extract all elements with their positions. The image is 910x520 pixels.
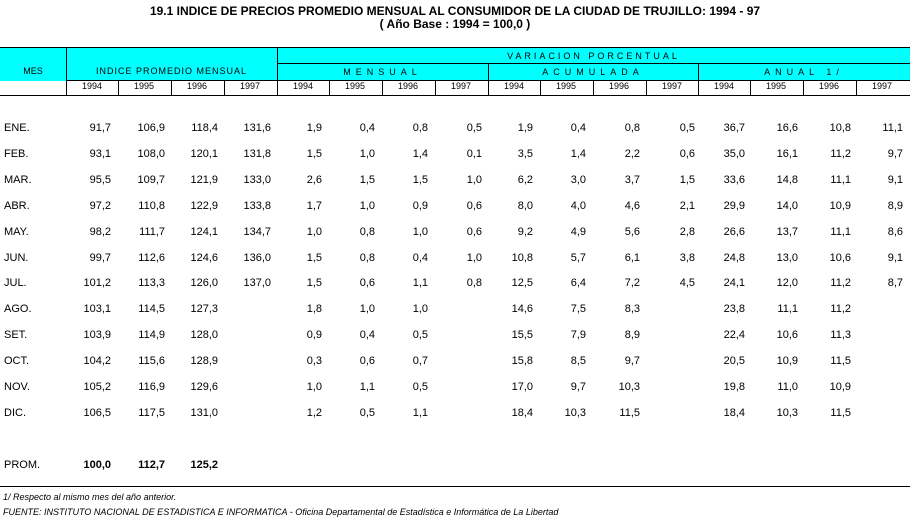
table-cell: 116,9 xyxy=(138,381,165,393)
table-cell: 26,6 xyxy=(723,226,745,238)
table-cell: 5,7 xyxy=(570,252,586,264)
year-header: 1994 xyxy=(713,81,735,91)
table-cell: 126,0 xyxy=(190,277,218,289)
table-cell: 14,8 xyxy=(776,174,798,186)
year-header: 1995 xyxy=(344,81,366,91)
month-label: AGO. xyxy=(4,303,32,315)
table-cell: 0,5 xyxy=(679,122,695,134)
table-cell: 118,4 xyxy=(191,122,218,134)
table-cell: 10,9 xyxy=(829,200,851,212)
table-cell: 12,5 xyxy=(511,277,533,289)
month-label: SET. xyxy=(4,329,28,341)
table-cell: 1,0 xyxy=(412,303,428,315)
year-header: 1994 xyxy=(292,81,314,91)
table-cell: 11,1 xyxy=(882,122,903,134)
table-cell: 106,9 xyxy=(137,122,165,134)
table-cell: 1,5 xyxy=(306,252,322,264)
table-cell: 8,6 xyxy=(887,226,903,238)
table-cell: 14,6 xyxy=(511,303,533,315)
year-header: 1994 xyxy=(503,81,525,91)
table-cell: 0,1 xyxy=(466,148,482,160)
table-cell: 29,9 xyxy=(723,200,745,212)
year-header: 1997 xyxy=(871,81,893,91)
table-cell: 11,3 xyxy=(830,329,851,341)
table-cell: 1,1 xyxy=(412,407,428,419)
table-cell: 22,4 xyxy=(723,329,745,341)
table-cell: 8,3 xyxy=(624,303,640,315)
table-cell: 35,0 xyxy=(723,148,745,160)
year-header: 1997 xyxy=(661,81,683,91)
table-cell: 9,2 xyxy=(517,226,533,238)
table-cell: 24,1 xyxy=(723,277,745,289)
table-cell: 11,2 xyxy=(830,277,851,289)
table-cell: 128,0 xyxy=(190,329,218,341)
table-cell: 10,3 xyxy=(776,407,798,419)
table-cell: 1,0 xyxy=(466,174,482,186)
table-cell: 131,6 xyxy=(243,122,271,134)
table-cell: 0,4 xyxy=(412,252,428,264)
table-cell: 13,0 xyxy=(776,252,798,264)
table-cell: 122,9 xyxy=(190,200,218,212)
table-cell: 114,9 xyxy=(138,329,165,341)
table-cell: 111,7 xyxy=(139,226,165,238)
table-cell: 10,9 xyxy=(829,381,851,393)
table-bottom-border xyxy=(0,486,910,487)
year-header: 1996 xyxy=(186,81,208,91)
table-cell: 11,2 xyxy=(830,303,851,315)
table-cell: 0,4 xyxy=(359,329,375,341)
table-cell: 17,0 xyxy=(511,381,533,393)
table-cell: 7,2 xyxy=(624,277,640,289)
table-cell: 0,6 xyxy=(466,200,482,212)
table-cell: 1,4 xyxy=(570,148,586,160)
table-cell: 10,6 xyxy=(829,252,851,264)
table-cell: 0,5 xyxy=(359,407,375,419)
table-cell: 6,4 xyxy=(570,277,586,289)
table-cell: 1,0 xyxy=(306,226,322,238)
table-cell: 11,1 xyxy=(777,303,798,315)
table-cell: 0,8 xyxy=(624,122,640,134)
table-cell: 15,5 xyxy=(511,329,533,341)
table-cell: 12,0 xyxy=(776,277,798,289)
month-label: ABR. xyxy=(4,200,30,212)
table-cell: 4,5 xyxy=(679,277,695,289)
table-cell: 0,3 xyxy=(306,355,322,367)
table-cell: 106,5 xyxy=(83,407,111,419)
table-cell: 103,9 xyxy=(83,329,111,341)
table-cell: 114,5 xyxy=(138,303,165,315)
table-cell: 11,5 xyxy=(830,355,851,367)
month-label: MAY. xyxy=(4,226,29,238)
header-acumulada: ACUMULADA xyxy=(542,67,644,77)
table-cell: 1,5 xyxy=(412,174,428,186)
table-cell: 18,4 xyxy=(511,407,533,419)
table-cell: 97,2 xyxy=(89,200,111,212)
table-cell: 0,5 xyxy=(412,329,428,341)
table-cell: 1,5 xyxy=(359,174,375,186)
table-cell: 1,2 xyxy=(306,407,322,419)
table-cell: 110,8 xyxy=(138,200,165,212)
table-cell: 101,2 xyxy=(83,277,111,289)
table-cell: 11,5 xyxy=(830,407,851,419)
table-cell: 9,7 xyxy=(624,355,640,367)
table-cell: 10,3 xyxy=(618,381,640,393)
table-cell: 93,1 xyxy=(89,148,111,160)
table-cell: 0,8 xyxy=(466,277,482,289)
table-cell: 3,0 xyxy=(570,174,586,186)
table-cell: 13,7 xyxy=(776,226,798,238)
table-title: 19.1 INDICE DE PRECIOS PROMEDIO MENSUAL AL CONSUMIDOR DE LA CIUDAD DE TRUJILLO: 1994 - 97 xyxy=(149,4,761,18)
table-cell: 131,0 xyxy=(190,407,218,419)
header-variacion-divider xyxy=(277,63,910,64)
table-cell: 1,8 xyxy=(306,303,322,315)
month-label: ENE. xyxy=(4,122,30,134)
table-cell: 0,5 xyxy=(466,122,482,134)
year-header: 1994 xyxy=(81,81,103,91)
table-cell: 1,0 xyxy=(359,200,375,212)
table-cell: 1,7 xyxy=(306,200,322,212)
table-cell: 115,6 xyxy=(138,355,165,367)
table-cell: 7,5 xyxy=(570,303,586,315)
table-cell: 91,7 xyxy=(89,122,111,134)
table-cell: 104,2 xyxy=(83,355,111,367)
table-cell: 108,0 xyxy=(137,148,165,160)
table-cell: 8,7 xyxy=(887,277,903,289)
month-label: OCT. xyxy=(4,355,30,367)
header-anual: ANUAL 1/ xyxy=(764,67,844,77)
table-cell: 0,4 xyxy=(570,122,586,134)
table-cell: 11,5 xyxy=(619,407,640,419)
prom-cell: 112,7 xyxy=(138,459,165,471)
header-variacion: VARIACION PORCENTUAL xyxy=(507,51,680,61)
table-cell: 1,5 xyxy=(679,174,695,186)
header-mes: MES xyxy=(23,66,43,76)
year-header: 1997 xyxy=(239,81,261,91)
table-cell: 95,5 xyxy=(89,174,111,186)
table-cell: 98,2 xyxy=(89,226,111,238)
table-cell: 0,8 xyxy=(359,252,375,264)
header-bottom-border xyxy=(0,95,910,96)
table-cell: 129,6 xyxy=(190,381,218,393)
table-cell: 124,6 xyxy=(190,252,218,264)
table-cell: 9,1 xyxy=(887,252,903,264)
table-cell: 20,5 xyxy=(723,355,745,367)
table-cell: 8,9 xyxy=(624,329,640,341)
table-cell: 0,6 xyxy=(466,226,482,238)
table-cell: 105,2 xyxy=(83,381,111,393)
table-cell: 1,1 xyxy=(412,277,428,289)
table-cell: 9,7 xyxy=(570,381,586,393)
table-cell: 128,9 xyxy=(190,355,218,367)
table-cell: 9,7 xyxy=(887,148,903,160)
table-cell: 3,5 xyxy=(517,148,533,160)
table-cell: 6,1 xyxy=(624,252,640,264)
table-cell: 0,6 xyxy=(679,148,695,160)
table-cell: 1,4 xyxy=(412,148,428,160)
table-cell: 113,3 xyxy=(138,277,165,289)
source-note: FUENTE: INSTITUTO NACIONAL DE ESTADISTICA E INFORMATICA - Oficina Departamental de Estadística e Informática de La Libertad xyxy=(3,507,559,517)
table-cell: 10,3 xyxy=(564,407,586,419)
table-cell: 23,8 xyxy=(723,303,745,315)
table-cell: 3,8 xyxy=(679,252,695,264)
table-cell: 4,6 xyxy=(624,200,640,212)
year-header: 1995 xyxy=(765,81,787,91)
table-cell: 0,8 xyxy=(359,226,375,238)
table-cell: 1,0 xyxy=(306,381,322,393)
prom-cell: 125,2 xyxy=(190,459,218,471)
month-label: JUN. xyxy=(4,252,29,264)
header-mensual: MENSUAL xyxy=(343,67,422,77)
table-cell: 133,8 xyxy=(243,200,271,212)
table-cell: 0,8 xyxy=(412,122,428,134)
month-label: JUL. xyxy=(4,277,27,289)
table-cell: 9,1 xyxy=(887,174,903,186)
footnote: 1/ Respecto al mismo mes del año anterior. xyxy=(3,492,177,502)
table-cell: 18,4 xyxy=(723,407,745,419)
table-cell: 1,9 xyxy=(306,122,322,134)
table-cell: 0,6 xyxy=(359,355,375,367)
table-cell: 1,0 xyxy=(359,303,375,315)
table-cell: 103,1 xyxy=(83,303,111,315)
prom-label: PROM. xyxy=(4,459,41,471)
table-cell: 112,6 xyxy=(138,252,165,264)
table-cell: 133,0 xyxy=(243,174,271,186)
table-cell: 2,1 xyxy=(679,200,695,212)
table-cell: 0,9 xyxy=(306,329,322,341)
table-cell: 16,1 xyxy=(776,148,798,160)
table-cell: 137,0 xyxy=(243,277,271,289)
table-cell: 109,7 xyxy=(137,174,165,186)
table-cell: 1,5 xyxy=(306,148,322,160)
header-indice: INDICE PROMEDIO MENSUAL xyxy=(95,66,248,76)
table-cell: 120,1 xyxy=(190,148,218,160)
table-cell: 10,8 xyxy=(829,122,851,134)
table-cell: 0,9 xyxy=(412,200,428,212)
table-cell: 1,0 xyxy=(412,226,428,238)
table-cell: 11,0 xyxy=(777,381,798,393)
table-cell: 1,0 xyxy=(466,252,482,264)
table-cell: 8,0 xyxy=(517,200,533,212)
table-cell: 0,5 xyxy=(412,381,428,393)
table-cell: 121,9 xyxy=(190,174,218,186)
month-label: NOV. xyxy=(4,381,30,393)
table-cell: 8,9 xyxy=(887,200,903,212)
table-cell: 99,7 xyxy=(89,252,111,264)
table-cell: 5,6 xyxy=(624,226,640,238)
table-cell: 136,0 xyxy=(243,252,271,264)
month-label: DIC. xyxy=(4,407,26,419)
table-cell: 33,6 xyxy=(723,174,745,186)
table-cell: 8,5 xyxy=(570,355,586,367)
month-label: FEB. xyxy=(4,148,29,160)
table-cell: 1,5 xyxy=(306,277,322,289)
table-cell: 6,2 xyxy=(517,174,533,186)
table-cell: 134,7 xyxy=(243,226,271,238)
table-cell: 11,2 xyxy=(830,148,851,160)
table-cell: 15,8 xyxy=(511,355,533,367)
year-header: 1996 xyxy=(608,81,630,91)
table-cell: 1,0 xyxy=(359,148,375,160)
year-header: 1997 xyxy=(450,81,472,91)
table-cell: 24,8 xyxy=(723,252,745,264)
month-label: MAR. xyxy=(4,174,32,186)
table-cell: 14,0 xyxy=(776,200,798,212)
table-cell: 36,7 xyxy=(723,122,745,134)
year-header: 1996 xyxy=(818,81,840,91)
table-cell: 7,9 xyxy=(570,329,586,341)
prom-cell: 100,0 xyxy=(83,459,111,471)
table-cell: 0,6 xyxy=(359,277,375,289)
table-cell: 10,9 xyxy=(776,355,798,367)
table-cell: 2,8 xyxy=(679,226,695,238)
year-header: 1995 xyxy=(555,81,577,91)
table-cell: 11,1 xyxy=(830,226,851,238)
table-cell: 1,1 xyxy=(359,381,375,393)
table-cell: 0,4 xyxy=(359,122,375,134)
table-cell: 4,0 xyxy=(570,200,586,212)
year-header: 1996 xyxy=(397,81,419,91)
table-cell: 117,5 xyxy=(138,407,165,419)
table-subtitle: ( Año Base : 1994 = 100,0 ) xyxy=(379,17,531,31)
header-top-border xyxy=(0,47,910,48)
table-cell: 4,9 xyxy=(570,226,586,238)
table-cell: 1,9 xyxy=(517,122,533,134)
table-cell: 10,8 xyxy=(511,252,533,264)
table-cell: 0,7 xyxy=(412,355,428,367)
table-cell: 10,6 xyxy=(776,329,798,341)
table-cell: 2,6 xyxy=(306,174,322,186)
year-header: 1995 xyxy=(133,81,155,91)
table-cell: 127,3 xyxy=(190,303,218,315)
table-cell: 16,6 xyxy=(776,122,798,134)
table-cell: 11,1 xyxy=(830,174,851,186)
table-cell: 2,2 xyxy=(624,148,640,160)
table-cell: 3,7 xyxy=(624,174,640,186)
table-cell: 124,1 xyxy=(190,226,218,238)
table-cell: 131,8 xyxy=(243,148,271,160)
table-cell: 19,8 xyxy=(723,381,745,393)
